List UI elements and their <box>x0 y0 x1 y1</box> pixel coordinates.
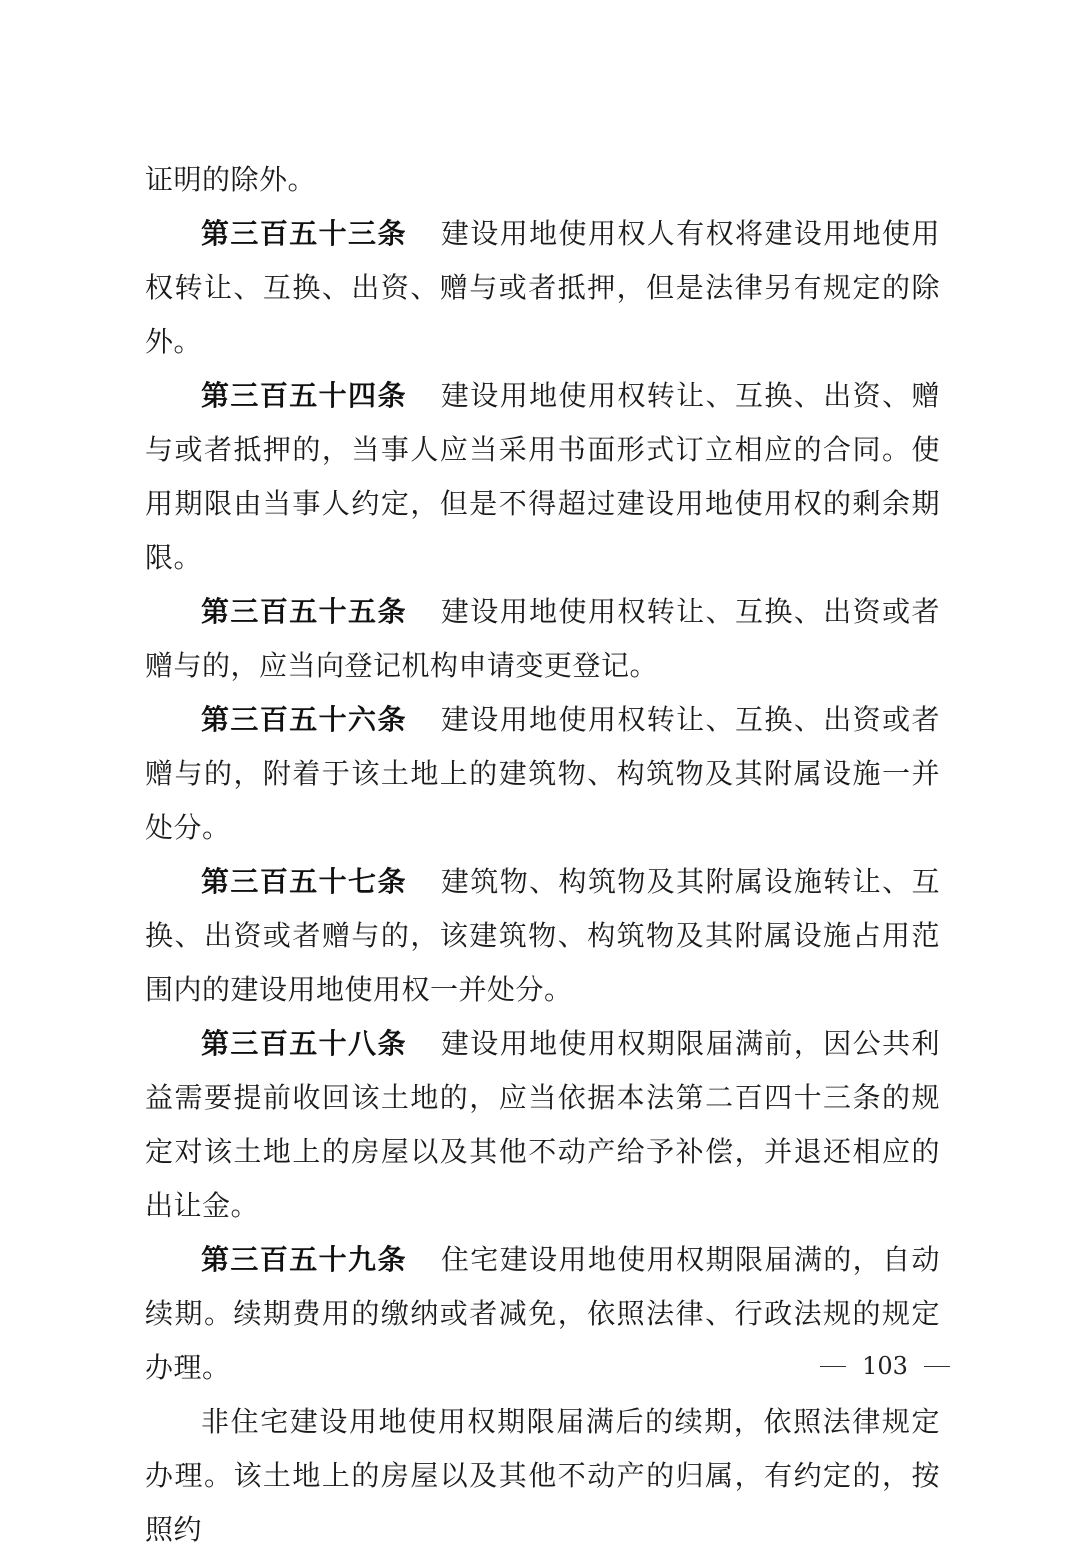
article-text: 建设用地使用权转让、互换、出资或者赠与的，应当向登记机构申请变更登记。 <box>145 595 940 682</box>
article-text: 证明的除外。 <box>145 163 317 196</box>
paragraph <box>145 855 940 1017</box>
article-text: 非住宅建设用地使用权期限届满后的续期，依照法律规定办理。该土地上的房屋以及其他不动产的归属，有约定的，按照约 <box>145 1405 940 1546</box>
paragraph <box>145 693 940 855</box>
paragraph <box>145 1395 940 1557</box>
document-body <box>145 153 940 1557</box>
article-text: 建设用地使用权期限届满前，因公共利益需要提前收回该土地的，应当依据本法第二百四十三条的规定对该土地上的房屋以及其他不动产给予补偿，并退还相应的出让金。 <box>145 1027 940 1222</box>
left-dash <box>820 1366 846 1367</box>
article-text: 建筑物、构筑物及其附属设施转让、互换、出资或者赠与的，该建筑物、构筑物及其附属设施占用范围内的建设用地使用权一并处分。 <box>145 865 940 1006</box>
right-dash <box>924 1366 950 1367</box>
article-text: 建设用地使用权人有权将建设用地使用权转让、互换、出资、赠与或者抵押，但是法律另有规定的除外。 <box>145 217 940 358</box>
article-text: 住宅建设用地使用权期限届满的，自动续期。续期费用的缴纳或者减免，依照法律、行政法规的规定办理。 <box>145 1243 940 1384</box>
article-heading: 第三百五十八条 <box>201 1027 407 1060</box>
article-heading: 第三百五十九条 <box>201 1243 407 1276</box>
page-number: 103 <box>862 1352 908 1380</box>
page-footer <box>820 1352 950 1380</box>
paragraph <box>145 207 940 369</box>
paragraph <box>145 153 940 207</box>
paragraph <box>145 1017 940 1233</box>
article-text: 建设用地使用权转让、互换、出资、赠与或者抵押的，当事人应当采用书面形式订立相应的合同。使用期限由当事人约定，但是不得超过建设用地使用权的剩余期限。 <box>145 379 940 574</box>
article-text: 建设用地使用权转让、互换、出资或者赠与的，附着于该土地上的建筑物、构筑物及其附属设施一并处分。 <box>145 703 940 844</box>
article-heading: 第三百五十五条 <box>201 595 407 628</box>
article-heading: 第三百五十七条 <box>201 865 407 898</box>
article-heading: 第三百五十三条 <box>201 217 407 250</box>
article-heading: 第三百五十四条 <box>201 379 407 412</box>
paragraph <box>145 369 940 585</box>
paragraph <box>145 585 940 693</box>
article-heading: 第三百五十六条 <box>201 703 407 736</box>
